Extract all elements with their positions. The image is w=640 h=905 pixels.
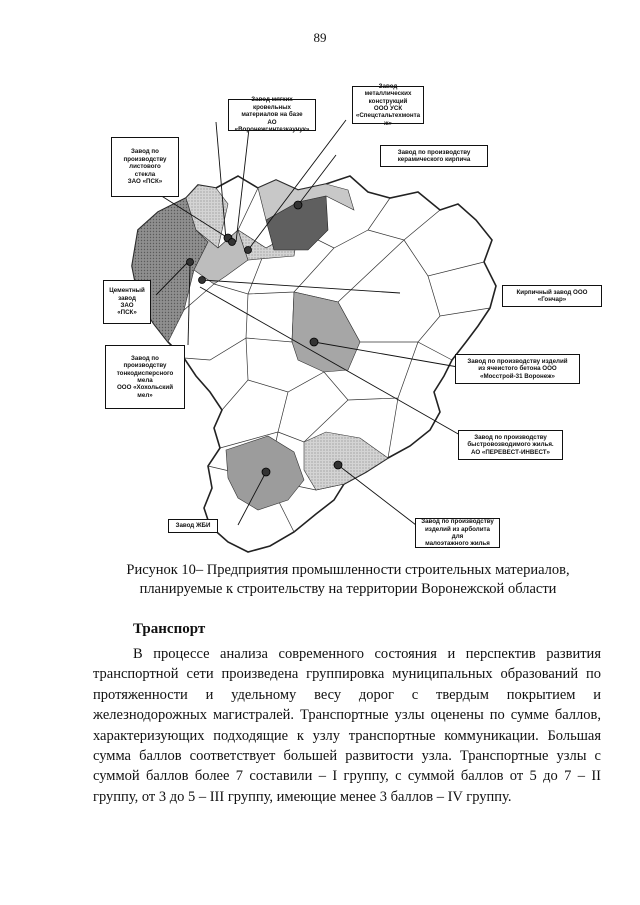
point-concrete xyxy=(310,338,318,346)
point-cement xyxy=(187,259,194,266)
section-paragraph: В процессе анализа современного состояния и перспектив развития транспортной сети произведена группировка муниципальных образований по протяженности и удельному весу дорог с твердым покрытием и железнодорожных магистралей. Транспортные узлы оценены по сумме баллов, характеризующих подходящие к узлу транспортные коммуникации. Большая сумма баллов соответствует большей развитости узла. Транспортные узлы с суммой баллов более 7 составили – I группу, с суммой баллов от 5 до 7 – II группу, от 3 до 5 – III группу, имеющие менее 3 баллов – IV группу. xyxy=(93,646,601,805)
section-body xyxy=(93,644,601,807)
callout-arbolit-plant: Завод по производству изделий из арболита для малоэтажного жилья xyxy=(415,518,500,548)
section-heading: Транспорт xyxy=(133,621,206,637)
point-ceramic xyxy=(294,201,302,209)
caption-line-2: планируемые к строительству на территории Воронежской области xyxy=(139,581,557,597)
point-arbolit xyxy=(334,461,342,469)
callout-fast-housing-plant: Завод по производству быстровозводимого жилья. АО «ПЕРЕВЕСТ-ИНВЕСТ» xyxy=(458,430,563,460)
callout-zhbi-plant: Завод ЖБИ xyxy=(168,519,218,533)
page-number: 89 xyxy=(313,30,327,45)
caption-line-1: Рисунок 10– Предприятия промышленности строительных материалов, xyxy=(126,562,570,578)
callout-cement-plant: Цементный завод ЗАО «ПСК» xyxy=(103,280,151,324)
point-brick xyxy=(199,277,206,284)
callout-gonchar-brick-plant: Кирпичный завод ООО «Гончар» xyxy=(502,285,602,307)
point-zhbi xyxy=(262,468,270,476)
point-metal xyxy=(245,247,252,254)
callout-glass-plant: Завод по производству листового стекла ЗАО «ПСК» xyxy=(111,137,179,197)
callout-ceramic-brick-plant: Завод по производству керамического кирпича xyxy=(380,145,488,167)
callout-chalk-plant: Завод по производству тонкодисперсного мела ООО «Хохольский мел» xyxy=(105,345,185,409)
callout-cellular-concrete-plant: Завод по производству изделий из ячеистого бетона ООО «Мосстрой-31 Воронеж» xyxy=(455,354,580,384)
callout-metal-structures-plant: Завод металлических конструкций ООО УСК «Спецстальтехмонта ж» xyxy=(352,86,424,124)
figure-caption xyxy=(98,561,598,599)
callout-soft-roofing-plant: Завод мягких кровельных материалов на базе АО «Воронежсинтезкаучук» xyxy=(228,99,316,131)
point-roofing xyxy=(229,239,236,246)
